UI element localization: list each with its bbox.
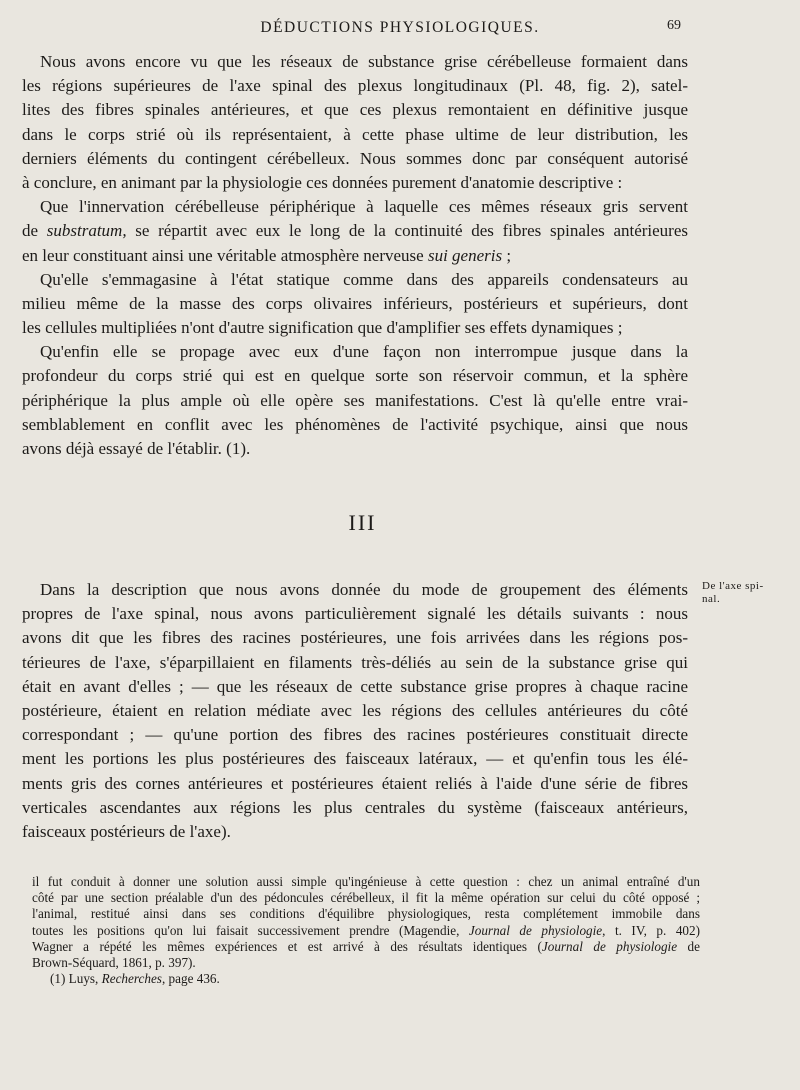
text-line: Nous avons encore vu que les réseaux de substance grise cérébelleuse formaient dans — [40, 52, 688, 71]
text-line: avons dit que les fibres des racines postérieures, une fois arrivées dans les régions pos- — [22, 628, 688, 648]
italic-term: substratum, — [46, 221, 127, 241]
text-span: , t. IV, p. 402) — [602, 922, 700, 938]
italic-title: Recherches — [101, 971, 162, 987]
text-line: était en avant d'elles ; — que les réseaux de cette substance grise propres à chaque racine — [22, 676, 688, 696]
text-line: derniers éléments du contingent cérébelleux. Nous sommes donc par conséquent autorisé — [22, 148, 688, 168]
section-heading: III — [348, 510, 377, 535]
text-line: Dans la description que nous avons donnée du mode de groupement des éléments — [40, 580, 688, 599]
text-span: toutes les positions qu'on lui faisait successivement prendre (Magendie, — [32, 922, 469, 938]
footnote-line: l'animal, restitué ainsi dans ses conditions d'équilibre physiologiques, resta complétement immobile dans — [32, 906, 700, 922]
text-line: avons déjà essayé de l'établir. (1). — [22, 439, 251, 458]
footnote-line-mixed — [32, 923, 700, 939]
text-line: Qu'enfin elle se propage avec eux d'une façon non interrompue jusque dans la — [40, 342, 688, 362]
margin-note-line: De l'axe spi- — [702, 580, 764, 592]
text-line: ment les portions les plus postérieures des faisceaux latéraux, — et qu'enfin tous les élé- — [22, 749, 688, 769]
body-text-top — [22, 50, 688, 461]
footnote-line: côté par une section préalable d'un des pédoncules cérébelleux, il fit la même opération sur celui du côté opposé ; — [32, 890, 700, 906]
text-line: propres de l'axe spinal, nous avons particulièrement signalé les détails suivants : nous — [22, 604, 688, 624]
text-line: les cellules multipliées n'ont d'autre signification que d'amplifier ses effets dynamiques ; — [22, 318, 623, 338]
text-line: à conclure, en animant par la physiologie ces données purement d'anatomie descriptive : — [22, 172, 623, 192]
text-line: verticales ascendantes aux régions les plus centrales du système (faisceaux antérieurs, — [22, 797, 688, 817]
italic-title: Journal de physiologie — [468, 922, 603, 938]
text-line: Que l'innervation cérébelleuse périphérique à laquelle ces mêmes réseaux gris servent — [40, 197, 688, 217]
text-line: postérieure, étaient en relation médiate avec les régions des cellules antérieures du côté — [22, 700, 688, 720]
italic-term: sui generis — [427, 245, 503, 265]
text-line: les régions supérieures de l'axe spinal des plexus longitudinaux (Pl. 48, fig. 2), satel- — [22, 76, 688, 96]
text-span: Wagner a répété les mêmes expériences et est arrivé à des résultats identiques ( — [32, 938, 542, 954]
text-line: semblablement en conflit avec les phénomènes de l'activité psychique, ainsi que nous — [22, 414, 688, 434]
text-line: ments gris des cornes antérieures et postérieures étaient reliés à l'aide d'une série de fibres — [22, 773, 688, 793]
running-title: DÉDUCTIONS PHYSIOLOGIQUES. — [260, 19, 540, 36]
text-span: (1) Luys, — [50, 971, 102, 987]
text-line: Qu'elle s'emmagasine à l'état statique comme dans des appareils condensateurs au — [40, 269, 688, 289]
text-line: profondeur du corps strié qui est en quelque sorte son réservoir commun, et la sphère — [22, 366, 688, 386]
text-span: se répartit avec eux le long de la continuité des fibres spinales antérieures — [126, 221, 689, 241]
text-line: térieures de l'axe, s'éparpillaient en filaments très-déliés au sein de la substance grise qui — [22, 652, 688, 672]
footnote-line: il fut conduit à donner une solution aussi simple qu'ingénieuse à cette question : chez un animal entraîné d'un — [32, 874, 700, 889]
text-span: de — [677, 938, 700, 954]
text-line: dans le corps strié où ils représentaient, à cette phase ultime de leur distribution, les — [22, 124, 688, 144]
text-span: de — [22, 221, 47, 241]
text-span: en leur constituant ainsi une véritable atmosphère nerveuse — [22, 245, 428, 265]
page-number: 69 — [667, 18, 681, 33]
footnotes — [32, 874, 700, 987]
text-span: , page 436. — [161, 971, 220, 987]
text-line: faisceaux postérieurs de l'axe). — [22, 821, 231, 841]
text-line-mixed — [22, 244, 688, 268]
text-line-mixed — [22, 219, 688, 243]
footnote-1 — [32, 971, 700, 987]
text-line: milieu même de la masse des corps olivaires inférieurs, postérieurs et supérieurs, dont — [22, 293, 688, 313]
footnote-line-mixed — [32, 939, 700, 955]
body-text-section — [22, 578, 688, 844]
margin-note-line: nal. — [702, 593, 721, 605]
text-line: lites des fibres spinales antérieures, et que ces plexus remontaient en définitive jusque — [22, 100, 688, 120]
margin-note — [702, 580, 794, 606]
text-line: périphérique la plus ample où elle opère ses manifestations. C'est là qu'elle entre vrai- — [22, 390, 688, 410]
text-span: ; — [502, 245, 512, 265]
text-line: correspondant ; — qu'une portion des fibres des racines postérieures constituait directe — [22, 725, 688, 745]
italic-title: Journal de physiologie — [541, 938, 678, 954]
footnote-line: Brown-Séquard, 1861, p. 397). — [32, 954, 196, 970]
